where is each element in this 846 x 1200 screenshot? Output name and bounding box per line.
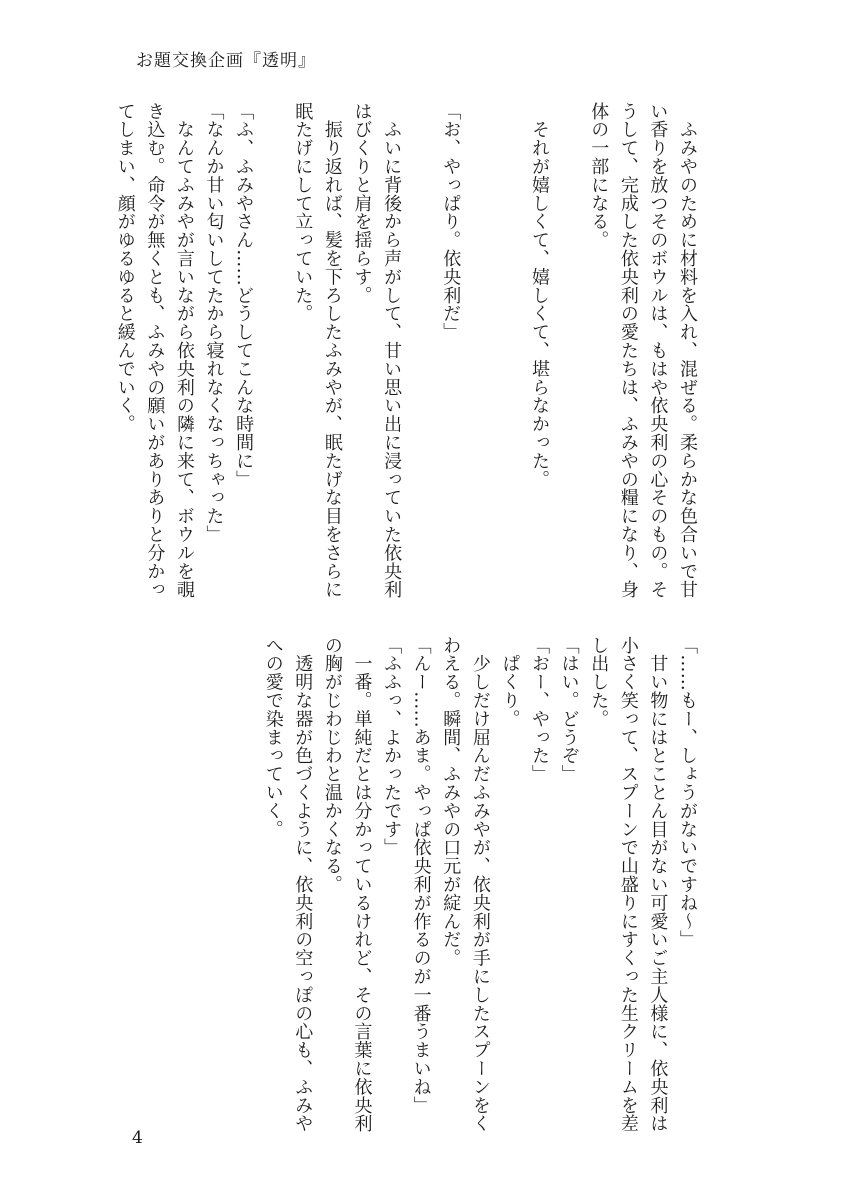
text-line: はびくりと肩を揺らす。 xyxy=(351,102,373,305)
blank-line xyxy=(406,102,436,578)
text-line: うして、完成した依央利の愛たちは、ふみやの糧になり、身 xyxy=(617,102,639,599)
text-line: ふみやのために材料を入れ、混ぜる。柔らかな色合いで甘 xyxy=(677,102,698,599)
blank-line xyxy=(465,102,495,578)
blank-line xyxy=(554,102,584,578)
text-line: 「なんか甘い匂いしてたから寝れなくなっちゃった」 xyxy=(203,102,225,544)
text-line: 体の一部になる。 xyxy=(588,102,610,250)
text-line: てしまい、顔がゆるゆると緩んでいく。 xyxy=(114,102,136,434)
bottom-text-column xyxy=(132,636,702,1133)
text-line: 一番。単純だとは分かっているけれど、その言葉に依央利 xyxy=(351,636,373,1133)
text-line: の胸がじわじわと温かくなる。 xyxy=(321,636,343,894)
text-line: ふいに背後から声がして、甘い思い出に浸っていた依央利 xyxy=(381,102,403,599)
text-line: わえる。瞬間、ふみやの口元が綻んだ。 xyxy=(440,636,462,968)
text-line: 「お、やっぱり。依央利だ」 xyxy=(440,102,462,342)
text-line: 振り返れば、髪を下ろしたふみやが、眠たげな目をさらに xyxy=(321,102,343,599)
blank-line xyxy=(495,102,525,578)
top-text-column xyxy=(114,102,702,599)
text-line: 「んー……あま。やっぱ依央利が作るのが一番うまいね」 xyxy=(410,636,432,1115)
text-line: 小さく笑って、スプーンで山盛りにすくった生クリームを差 xyxy=(617,636,639,1133)
text-line: い香りを放つそのボウルは、もはや依央利の心そのもの。そ xyxy=(647,102,669,599)
text-line: 「はい。どうぞ」 xyxy=(558,636,580,784)
text-line: 少しだけ屈んだふみやが、依央利が手にしたスプーンをく xyxy=(469,636,491,1133)
text-line: 眠たげにして立っていた。 xyxy=(292,102,314,323)
text-line: 「ふ、ふみやさん……どうしてこんな時間に」 xyxy=(233,102,255,489)
text-line: への愛で染まっていく。 xyxy=(262,636,284,839)
text-line: し出した。 xyxy=(588,636,610,728)
blank-line xyxy=(258,102,288,578)
text-line: 甘い物にはとことん目がない可愛いご主人様に、依央利は xyxy=(647,636,669,1133)
page-number: 4 xyxy=(132,1128,143,1148)
text-line: ぱくり。 xyxy=(499,636,521,728)
page-header-title: お題交換企画『透明』 xyxy=(136,51,316,71)
text-line: なんてふみやが言いながら依央利の隣に来て、ボウルを覗 xyxy=(173,102,195,599)
text-line: 「……もー、しょうがないですね～」 xyxy=(677,636,698,949)
text-line: 「おー、やった」 xyxy=(529,636,551,784)
text-line: 透明な器が色づくように、依央利の空っぽの心も、ふみや xyxy=(292,636,314,1133)
text-line: き込む。命令が無くとも、ふみやの願いがありありと分かっ xyxy=(144,102,166,599)
text-line: それが嬉しくて、嬉しくて、堪らなかった。 xyxy=(529,102,551,489)
text-line: 「ふふっ、よかったです」 xyxy=(381,636,403,857)
